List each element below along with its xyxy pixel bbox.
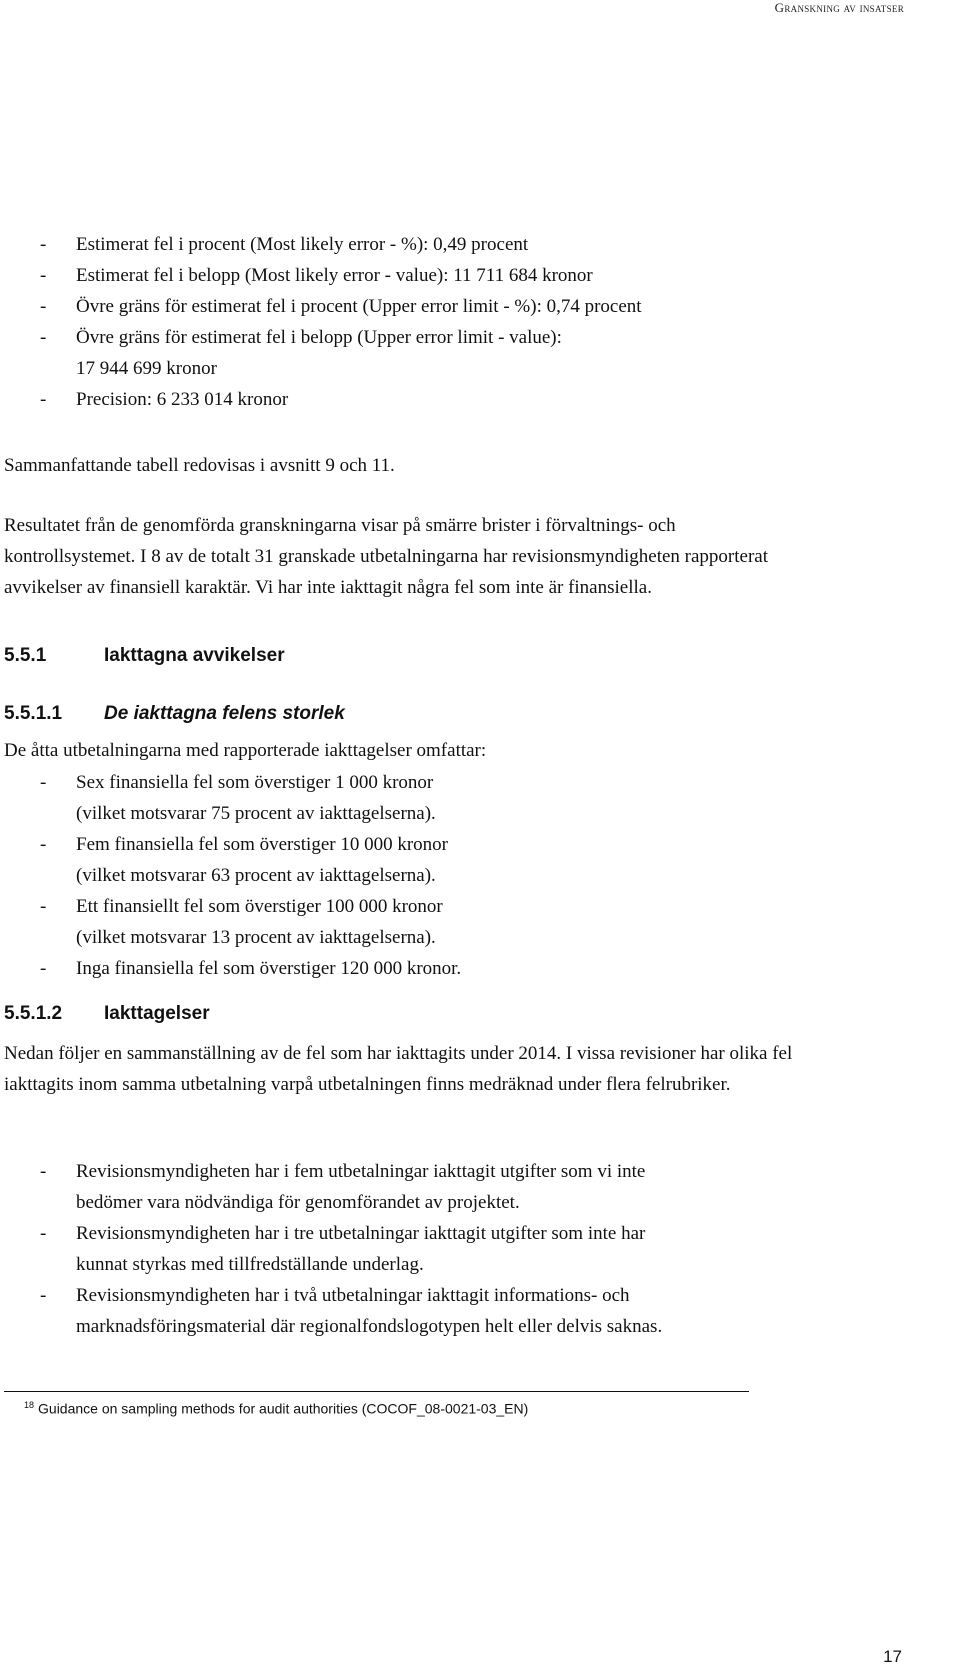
subsection-intro: De åtta utbetalningarna med rapporterade iakttagelser omfattar:: [4, 740, 487, 761]
list-item-continuation: 17 944 699 kronor: [76, 358, 217, 379]
list-item-text: Estimerat fel i belopp (Most likely error - value): 11 711 684 kronor: [76, 265, 593, 286]
subsection-heading: [4, 1003, 210, 1025]
footnote-marker: 18: [24, 1400, 35, 1410]
error-size-list: [4, 767, 461, 984]
list-item: [4, 260, 642, 291]
list-item: [4, 829, 461, 891]
bullet-dash: -: [40, 958, 47, 979]
list-item: [4, 1156, 662, 1218]
running-header: Granskning av insatser: [774, 0, 904, 15]
list-item-text: Övre gräns för estimerat fel i procent (Upper error limit - %): 0,74 procent: [76, 296, 642, 317]
observations-list: [4, 1156, 662, 1342]
list-item: [4, 767, 461, 829]
footnote-text: Guidance on sampling methods for audit authorities (COCOF_08-0021-03_EN): [38, 1400, 529, 1417]
section-heading: [4, 645, 285, 667]
list-item: [4, 229, 642, 260]
list-item-text: Sex finansiella fel som överstiger 1 000 kronor: [76, 772, 434, 793]
bullet-dash: -: [40, 389, 47, 410]
list-item: [4, 384, 642, 415]
subsection-title: De iakttagna felens storlek: [104, 703, 345, 724]
bullet-dash: -: [40, 896, 47, 917]
list-item-text: Fem finansiella fel som överstiger 10 000 kronor: [76, 834, 449, 855]
list-item-text: Inga finansiella fel som överstiger 120 000 kronor.: [76, 958, 462, 979]
list-item-text: Övre gräns för estimerat fel i belopp (Upper error limit - value):: [76, 327, 562, 348]
subsection-title: Iakttagelser: [104, 1003, 210, 1024]
section-title: Iakttagna avvikelser: [104, 645, 285, 666]
bullet-dash: -: [40, 327, 47, 348]
list-item-continuation: (vilket motsvarar 13 procent av iakttagelserna).: [76, 927, 436, 948]
list-item: [4, 1280, 662, 1342]
summary-paragraph: Sammanfattande tabell redovisas i avsnitt 9 och 11.: [4, 455, 395, 476]
subsection-heading: [4, 703, 345, 725]
bullet-dash: -: [40, 234, 47, 255]
bullet-dash: -: [40, 265, 47, 286]
list-item-text: Estimerat fel i procent (Most likely error - %): 0,49 procent: [76, 234, 529, 255]
subsection-number: 5.5.1.1: [4, 703, 63, 724]
bullet-dash: -: [40, 834, 47, 855]
list-item-text: Revisionsmyndigheten har i två utbetalningar iakttagit informations- och: [76, 1285, 630, 1306]
subsection-number: 5.5.1.2: [4, 1003, 63, 1024]
section-number: 5.5.1: [4, 645, 47, 666]
footnote: [24, 1400, 528, 1417]
list-item: [4, 891, 461, 953]
list-item-continuation: kunnat styrkas med tillfredställande underlag.: [76, 1254, 424, 1275]
list-item-continuation: (vilket motsvarar 75 procent av iakttagelserna).: [76, 803, 436, 824]
page-number: 17: [883, 1647, 902, 1666]
list-item-text: Revisionsmyndigheten har i tre utbetalningar iakttagit utgifter som inte har: [76, 1223, 646, 1244]
list-item: [4, 322, 642, 384]
bullet-dash: -: [40, 1223, 47, 1244]
list-item-text: Precision: 6 233 014 kronor: [76, 389, 289, 410]
list-item: [4, 953, 461, 984]
subsection-paragraph: Nedan följer en sammanställning av de fel som har iakttagits under 2014. I vissa revisioner har olika fel iakttagits inom samma utbetalning varpå utbetalningen finns medräknad under flera felrubriker.: [4, 1043, 793, 1095]
list-item-text: Revisionsmyndigheten har i fem utbetalningar iakttagit utgifter som vi inte: [76, 1161, 646, 1182]
list-item-text: Ett finansiellt fel som överstiger 100 000 kronor: [76, 896, 443, 917]
result-paragraph: Resultatet från de genomförda granskningarna visar på smärre brister i förvaltnings- och kontrollsystemet. I 8 av de totalt 31 granskade utbetalningarna har revisionsmyndigheten rapporterat avvikelser av finansiell karaktär. Vi har inte iakttagit några fel som inte är finansiella.: [4, 515, 768, 598]
list-item: [4, 1218, 662, 1280]
estimate-list: [4, 229, 642, 415]
bullet-dash: -: [40, 1161, 47, 1182]
list-item-continuation: (vilket motsvarar 63 procent av iakttagelserna).: [76, 865, 436, 886]
list-item-continuation: marknadsföringsmaterial där regionalfondslogotypen helt eller delvis saknas.: [76, 1316, 663, 1337]
bullet-dash: -: [40, 296, 47, 317]
footnote-divider: [4, 1391, 749, 1392]
list-item-continuation: bedömer vara nödvändiga för genomförandet av projektet.: [76, 1192, 520, 1213]
bullet-dash: -: [40, 772, 47, 793]
list-item: [4, 291, 642, 322]
bullet-dash: -: [40, 1285, 47, 1306]
